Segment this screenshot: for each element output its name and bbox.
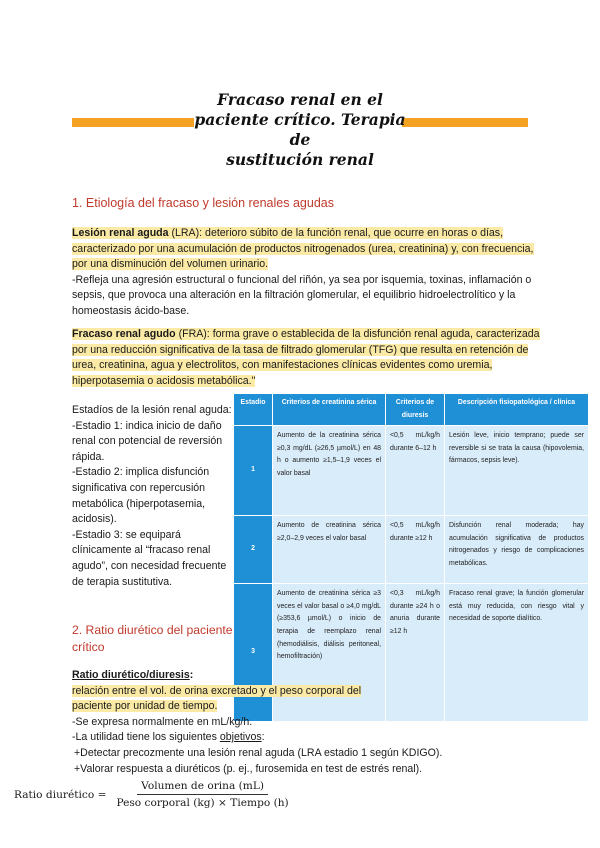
formula-denominator: Peso corporal (kg) × Tiempo (h) <box>116 797 289 809</box>
table-header-row <box>234 394 589 426</box>
ratio-objective-1: +Detectar precozmente una lesión renal aguda (LRA estadio 1 según KDIGO). <box>74 746 443 759</box>
fra-abbr: (FRA): <box>175 328 213 340</box>
creatinine-cell: Aumento de la creatinina sérica ≥0,3 mg/dL (≥26,5 µmol/L) en 48 h o aumento ≥1,5–1,9 veces el valor basal <box>273 426 386 516</box>
page-title <box>190 90 410 170</box>
fra-term: Fracaso renal agudo <box>72 328 176 340</box>
lra-paragraph <box>72 226 542 319</box>
description-cell: Fracaso renal grave; la función glomerular está muy reducida, con riesgo vital y necesidad de soporte dialítico. <box>445 584 589 722</box>
ratio-utility-pre: -La utilidad tiene los siguientes <box>72 731 220 744</box>
lra-abbr: (LRA): <box>168 227 206 239</box>
ratio-definition-text <box>72 684 392 715</box>
lra-detail: -Refleja una agresión estructural o funcional del riñón, ya sea por isquemia, toxinas, inflamación o sepsis, que provoca una alteración en la filtración glomerular, el equilibrio hidroelectrolítico y la homeostasis ácido-base. <box>72 273 532 317</box>
lra-definition: deterioro súbito de la función renal, que ocurre en horas o días, caracterizado por una acumulación de productos nitrogenados (urea, creatinina) y, con frecuencia, por una disminución del volumen urinario. <box>72 227 534 270</box>
ratio-utility-line <box>72 730 542 746</box>
title-accent-bar-left <box>72 118 194 127</box>
section-2-heading: 2. Ratio diurético del paciente crítico <box>72 623 233 654</box>
ratio-definition-head <box>72 668 240 684</box>
table-row <box>234 426 589 516</box>
fra-definition: forma grave o establecida de la disfunción renal aguda, caracterizada por una reducción significativa de la tasa de filtrado glomerular (TFG) que resulta en retención de urea, creatinina, agua y electrolitos, con manifestaciones clínicas evidentes como uremia, hiperpotasemia o acidosis metabólica." <box>72 328 540 387</box>
creatinine-cell: Aumento de creatinina sérica ≥2,0–2,9 veces el valor basal <box>273 516 386 584</box>
diuresis-cell: <0,3 mL/kg/h durante ≥24 h o anuria durante ≥12 h <box>386 584 445 722</box>
title-accent-bar-right <box>402 118 528 127</box>
header-creatinine: Criterios de creatinina sérica <box>273 394 386 426</box>
diuresis-cell: <0,5 mL/kg/h durante ≥12 h <box>386 516 445 584</box>
ratio-term: Ratio diurético/diuresis <box>72 669 190 681</box>
ratio-definition-block <box>72 668 542 777</box>
ratio-unit-line: -Se expresa normalmente en mL/kg/h. <box>72 715 253 728</box>
ratio-objective-2: +Valorar respuesta a diuréticos (p. ej., furosemida en test de estrés renal). <box>74 762 423 775</box>
title-line-3: sustitución renal <box>226 150 374 169</box>
header-stage: Estadio <box>234 394 273 426</box>
table-row <box>234 516 589 584</box>
ratio-colon: : <box>189 669 194 681</box>
formula-fraction <box>112 780 292 809</box>
formula-lhs: Ratio diurético = <box>14 788 107 801</box>
section-1-heading: 1. Etiología del fracaso y lesión renales agudas <box>72 196 334 210</box>
ratio-utility-post: : <box>261 731 265 744</box>
header-diuresis: Criterios de diuresis <box>386 394 445 426</box>
ratio-utility-word: objetivos <box>219 731 262 744</box>
creatinine-cell: Aumento de creatinina sérica ≥3 veces el valor basal o ≥4,0 mg/dL (≥353,6 µmol/L) o inicio de terapia de reemplazo renal (hemodiálisis, diálisis peritoneal, hemofiltración) <box>273 584 386 722</box>
stage-1-text: -Estadio 1: indica inicio de daño renal con potencial de reversión rápida. <box>72 419 223 463</box>
description-cell: Lesión leve, inicio temprano; puede ser reversible si se trata la causa (hipovolemia, fármacos, sepsis leve). <box>445 426 589 516</box>
diuresis-cell: <0,5 mL/kg/h durante 6–12 h <box>386 426 445 516</box>
stage-cell: 1 <box>234 426 273 516</box>
stage-2-text: -Estadio 2: implica disfunción significativa con repercusión metabólica (hiperpotasemia, acidosis). <box>72 466 210 526</box>
description-cell: Disfunción renal moderada; hay acumulación significativa de productos nitrogenados y riesgo de complicaciones metabólicas. <box>445 516 589 584</box>
title-line-1: Fracaso renal en el <box>217 90 383 109</box>
title-line-2: paciente crítico. Terapia de <box>194 110 406 149</box>
ratio-formula <box>14 780 293 809</box>
lra-term: Lesión renal aguda <box>72 227 169 239</box>
stage-cell: 3 <box>234 584 273 722</box>
stage-cell: 2 <box>234 516 273 584</box>
stage-3-text: -Estadio 3: se equipará clínicamente al “fracaso renal agudo”, con necesidad frecuente de terapia sustitutiva. <box>72 528 227 588</box>
stages-intro: Estadíos de la lesión renal aguda: <box>72 404 232 416</box>
stages-list <box>72 403 234 590</box>
ratio-definition: relación entre el vol. de orina excretado y el peso corporal del paciente por unidad de tiempo. <box>72 684 362 713</box>
formula-numerator: Volumen de orina (mL) <box>137 780 268 795</box>
header-description: Descripción fisiopatológica / clínica <box>445 394 589 426</box>
fra-paragraph <box>72 327 542 389</box>
